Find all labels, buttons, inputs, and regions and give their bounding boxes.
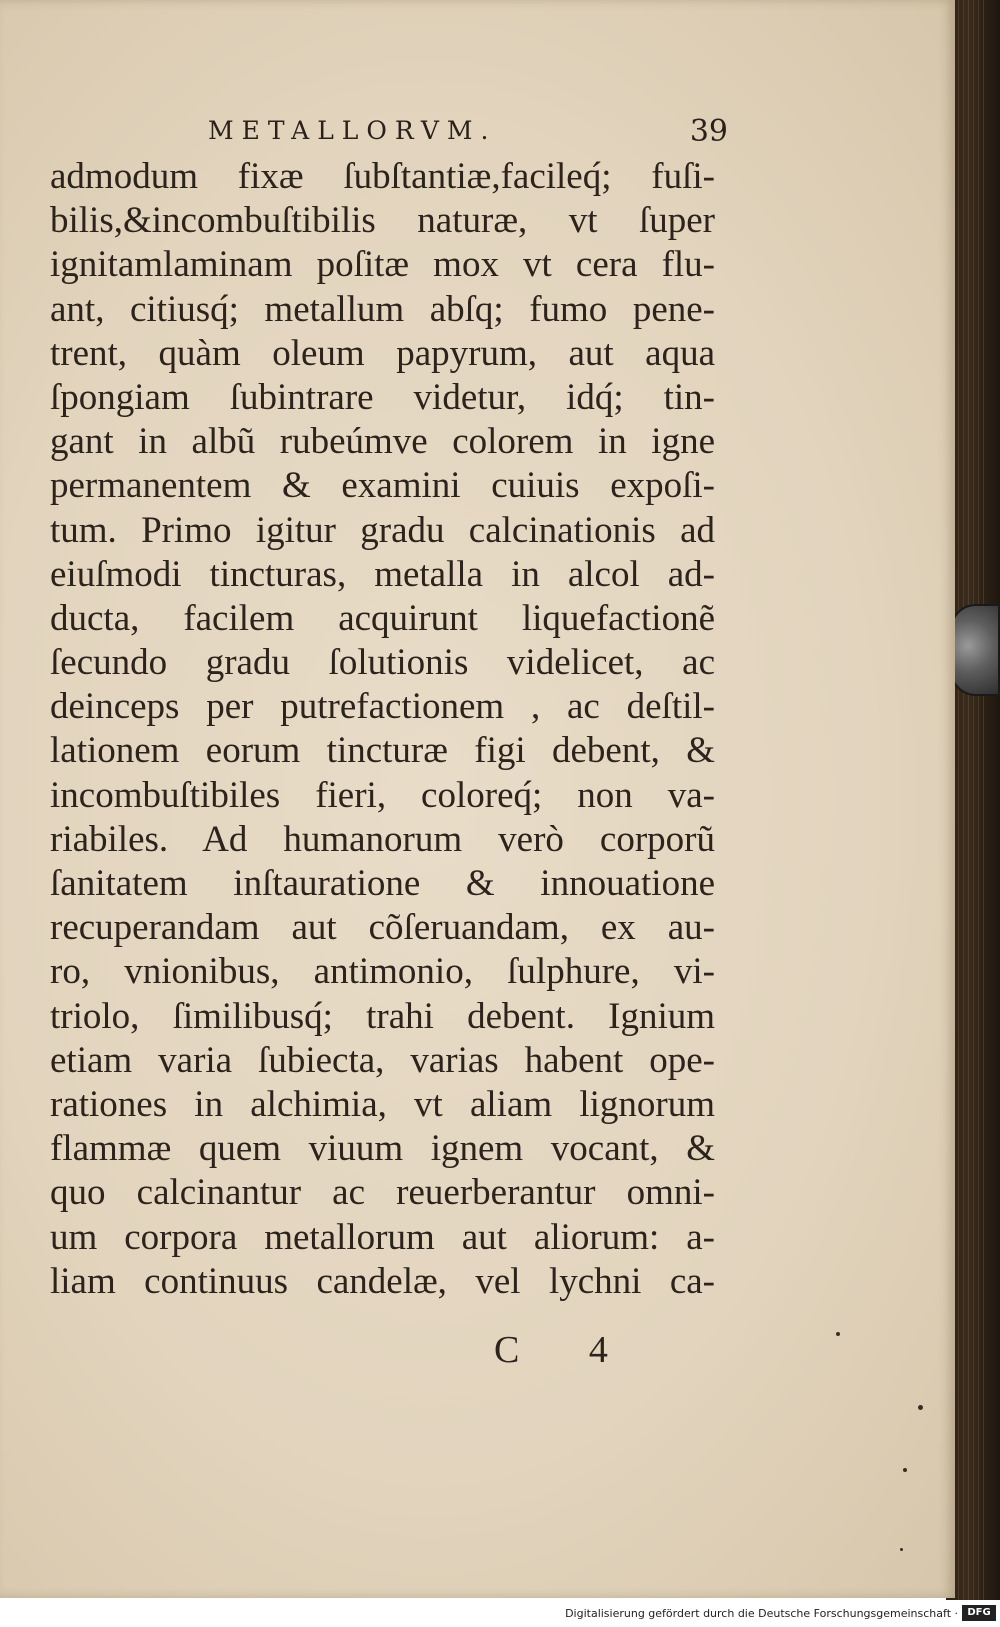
body-text (50, 155, 715, 1304)
text-line: permanentem & examini cuiuis expoſi- (50, 465, 715, 507)
text-line: lationem eorum tincturæ figi debent, & (50, 730, 715, 772)
text-line: ducta, facilem acquirunt liquefactionẽ (50, 597, 715, 639)
text-line: ſecundo gradu ſolutionis videlicet, ac (50, 642, 715, 684)
page-edges (958, 0, 988, 1600)
text-line: trent, quàm oleum papyrum, aut aqua (50, 332, 715, 374)
text-line: quo calcinantur ac reuerberantur omni- (50, 1172, 715, 1214)
metal-clasp-image (950, 604, 1000, 696)
text-line: etiam varia ſubiecta, varias habent ope- (50, 1039, 715, 1081)
text-line: admodum fixæ ſubſtantiæ,facileq́; fuſi- (50, 156, 715, 197)
dfg-logo: DFG (962, 1605, 996, 1621)
text-line: triolo, ſimilibusq́; trahi debent. Ignium (50, 995, 715, 1037)
text-line: um corpora metallorum aut aliorum: a- (50, 1216, 715, 1258)
text-line: ſpongiam ſubintrare videtur, idq́; tin- (50, 376, 715, 418)
paper-speck (900, 1548, 903, 1551)
text-line: gant in albũ rubeúmve colorem in igne (50, 421, 715, 463)
paper-speck (903, 1468, 907, 1472)
text-line: deinceps per putrefactionem , ac deſtil- (50, 686, 715, 728)
text-line: flammæ quem viuum ignem vocant, & (50, 1128, 715, 1170)
paper-speck (918, 1405, 923, 1410)
text-line: riabiles. Ad humanorum verò corporũ (50, 818, 715, 860)
text-line: eiuſmodi tincturas, metalla in alcol ad- (50, 553, 715, 595)
text-line: ant, citiusq́; metallum abſq; fumo pene- (50, 288, 715, 330)
text-line: rationes in alchimia, vt aliam lignorum (50, 1083, 715, 1125)
text-line: ro, vnionibus, antimonio, ſulphure, vi- (50, 951, 715, 993)
text-line: recuperandam aut cõſeruandam, ex au- (50, 907, 715, 949)
page-header (208, 116, 728, 156)
signature-mark: C 4 (494, 1329, 638, 1371)
digitization-credit: Digitalisierung gefördert durch die Deutsche Forschungsgemeinschaft · (565, 1607, 958, 1620)
paper-speck (836, 1332, 840, 1336)
footer-bar (0, 1600, 1000, 1627)
text-line: ſanitatem inſtauratione & innouatione (50, 863, 715, 904)
text-line: liam continuus candelæ, vel lychni ca- (50, 1260, 715, 1302)
text-line: bilis,&incombuſtibilis naturæ, vt ſuper (50, 200, 715, 242)
text-line: tum. Primo igitur gradu calcinationis ad (50, 509, 715, 551)
text-line: ignitamlaminam poſitæ mox vt cera flu- (50, 244, 715, 286)
text-line: incombuſtibiles fieri, coloreq́; non va- (50, 774, 715, 816)
page-number: 39 (689, 114, 728, 149)
running-title: METALLORVM. (208, 116, 497, 145)
